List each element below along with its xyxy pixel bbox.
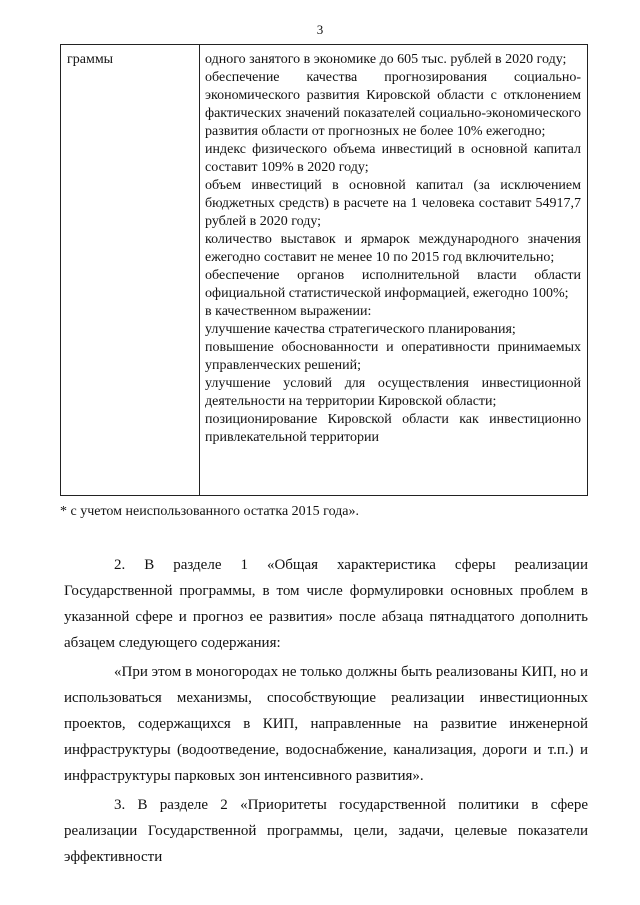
program-table [60, 44, 588, 496]
indicator-line: индекс физического объема инвестиций в основной капитал составит 109% в 2020 году; [205, 142, 581, 175]
footnote: * с учетом неиспользованного остатка 2015 года». [60, 504, 360, 519]
indicator-line: обеспечение качества прогнозирования социально-экономического развития Кировской области с отклонением фактических значений показателей социально-экономического развития области от прогнозных не более 10% ежегодно; [205, 70, 581, 139]
table-left-cell: граммы [67, 52, 114, 67]
indicator-line: улучшение качества стратегического планирования; [205, 322, 516, 337]
indicator-line: в качественном выражении: [205, 304, 372, 319]
table-right-cell [205, 51, 581, 447]
page-number: 3 [316, 22, 324, 37]
indicator-line: количество выставок и ярмарок международного значения ежегодно составит не менее 10 по 2015 год включительно; [205, 232, 581, 265]
indicator-line: одного занятого в экономике до 605 тыс. рублей в 2020 году; [205, 52, 567, 67]
paragraph-section-2: 3. В разделе 2 «Приоритеты государственной политики в сфере реализации Государственной программы, цели, задачи, целевые показатели эффективности [64, 797, 588, 865]
indicator-line: обеспечение органов исполнительной власти области официальной статистической информацией, ежегодно 100%; [205, 268, 581, 301]
indicator-line: повышение обоснованности и оперативности принимаемых управленческих решений; [205, 340, 581, 373]
paragraph-section-1: 2. В разделе 1 «Общая характеристика сферы реализации Государственной программы, в том числе формулировки основных проблем в указанной сфере и прогноз ее развития» после абзаца пятнадцатого дополнить абзацем следующего содержания: [64, 557, 588, 651]
column-divider [199, 45, 200, 495]
indicator-line: позиционирование Кировской области как инвестиционно привлекательной территории [205, 412, 581, 445]
indicator-line: улучшение условий для осуществления инвестиционной деятельности на территории Кировской области; [205, 376, 581, 409]
indicator-line: объем инвестиций в основной капитал (за исключением бюджетных средств) в расчете на 1 человека составит 54917,7 рублей в 2020 году; [205, 178, 581, 229]
paragraph-quote: «При этом в моногородах не только должны быть реализованы КИП, но и использоваться механизмы, способствующие реализации инвестиционных проектов, содержащихся в КИП, направленные на развитие инженерной инфраструктуры (водоотведение, водоснабжение, канализация, дороги и т.п.) и инфраструктуры парковых зон интенсивного развития». [64, 664, 588, 784]
